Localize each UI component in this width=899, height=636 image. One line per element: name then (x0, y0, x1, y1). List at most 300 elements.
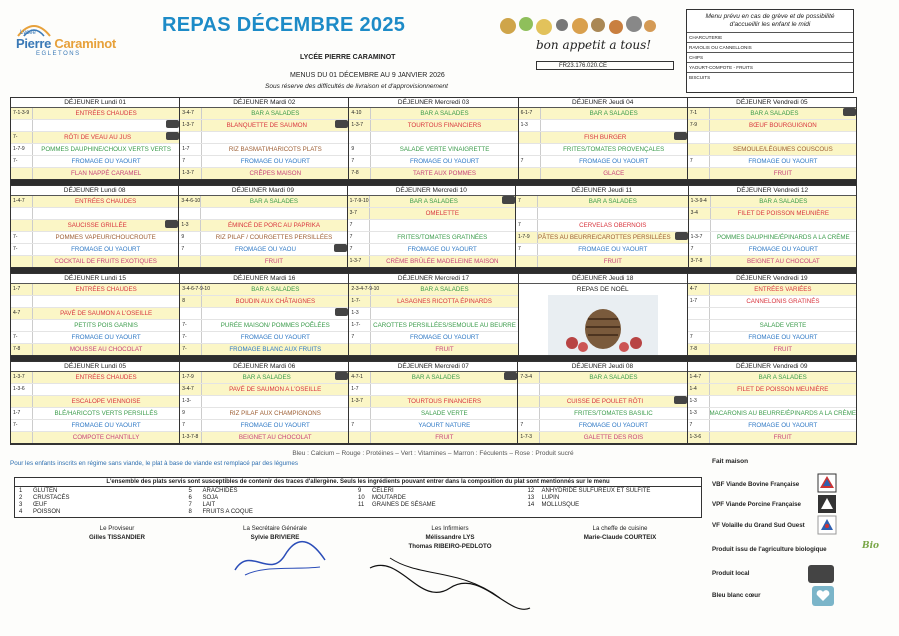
menu-item (688, 284, 856, 296)
volaille-label: VF Volaille du Grand Sud Ouest (712, 522, 805, 529)
strike-menu-heading: Menu prévu en cas de grève et de possibilité d'accueillir les enfant le midi (705, 13, 835, 28)
menu-item (11, 308, 179, 320)
dish-name: FROMAGE OU YAOURT (71, 422, 141, 429)
allergen-column (528, 488, 698, 516)
dish-name: BLANQUETTE DE SAUMON (226, 122, 308, 129)
menu-item (688, 320, 856, 332)
local-product-icon (335, 308, 348, 316)
allergen-code: 7-8 (11, 344, 33, 355)
menu-item (180, 168, 348, 179)
dish-name: FRUIT (435, 346, 454, 353)
allergen-code: 4-7 (688, 284, 710, 295)
menu-item (11, 108, 179, 120)
allergen-column (189, 488, 359, 516)
dish-name: BEIGNET AU CHOCOLAT (238, 434, 312, 441)
menu-item (180, 308, 348, 320)
dish-name: FROMAGE BLANC AUX FRUITS (229, 346, 322, 353)
allergen-code: 7-8 (688, 344, 710, 355)
allergen-code: 3-4-7 (180, 108, 202, 119)
menu-day (11, 98, 180, 179)
allergen-code: 7- (11, 420, 33, 431)
dish-name: FROMAGE OU YAOURT (71, 158, 141, 165)
allergen-code (688, 168, 710, 179)
allergen-code: 1-7-9 (11, 144, 33, 155)
menu-item (11, 220, 178, 232)
menu-item (348, 256, 515, 267)
menu-day (688, 362, 856, 443)
dish-name: RIZ PILAF / COURGETTES PERSILLÉES (215, 234, 333, 241)
dish-name: FROMAGE OU YAOURT (748, 246, 818, 253)
allergen-code (11, 208, 33, 219)
dish-name (371, 132, 517, 143)
dish-name (33, 208, 178, 219)
dish-name: CUISSE DE POULET RÔTI (566, 398, 644, 405)
dish-name: MACARONIS AU BEURRE/ÉPINARDS A LA CRÈME (709, 410, 856, 417)
menu-day (516, 186, 689, 267)
menu-item (349, 132, 517, 144)
dish-name: FROMAGE OU YAOURT (71, 246, 141, 253)
menu-item (688, 432, 856, 443)
dish-name: SAUCISSE GRILLÉE (67, 222, 127, 229)
allergen-item: 1 GLUTEN (19, 488, 58, 494)
allergen-code: 1-3-7 (11, 372, 33, 383)
allergen-box (14, 477, 702, 518)
menu-day (688, 274, 856, 355)
allergen-code: 1-4-7 (11, 196, 33, 207)
dish-name: TARTE AUX POMMES (412, 170, 477, 177)
allergen-code (689, 220, 711, 231)
allergen-code: 7- (180, 344, 202, 355)
menu-item (179, 256, 346, 267)
menu-item (519, 168, 687, 179)
menu-item (518, 384, 686, 396)
day-heading: DÉJEUNER Mardi 16 (180, 274, 348, 284)
bio-label: Produit issu de l'agriculture biologique (712, 546, 827, 553)
signature-proviseur: Le Proviseur Gilles TISSANDIER (88, 525, 146, 541)
allergen-code: 7 (518, 420, 540, 431)
reference-box: FR23.176.020.CE (536, 61, 674, 70)
day-heading: DÉJEUNER Lundi 08 (11, 186, 178, 196)
day-heading: DÉJEUNER Jeudi 08 (518, 362, 686, 372)
menu-item (516, 208, 688, 220)
menu-item (688, 132, 856, 144)
handwritten-signature-1 (225, 525, 335, 585)
dish-name: FROMAGE OU YAOURT (409, 158, 480, 165)
allergen-code (349, 408, 371, 419)
allergen-code: 7 (349, 332, 371, 343)
menu-item (688, 332, 856, 344)
dish-name: POMMES VAPEUR/CHOUCROUTE (55, 234, 156, 241)
menu-day (11, 186, 179, 267)
dish-name: FISH BURGER (584, 134, 627, 141)
allergen-code (688, 132, 710, 143)
allergen-code (11, 320, 33, 331)
allergen-code: 1-3-6 (11, 384, 33, 395)
dish-name: BAR A SALADES (589, 374, 638, 381)
allergen-code (519, 168, 541, 179)
dish-name (711, 220, 856, 231)
dish-name: ESCALOPE VIENNOISE (71, 398, 141, 405)
allergen-code: 7 (516, 196, 538, 207)
allergen-item: 3 ŒUF (19, 502, 47, 508)
dish-name: BAR A SALADES (249, 198, 299, 205)
allergen-item: 13 LUPIN (527, 495, 560, 501)
menu-item (180, 344, 348, 355)
dish-name: FROMAGE OU YAOURT (407, 246, 477, 253)
allergen-code: 4-7 (11, 308, 33, 319)
allergen-item: 8 FRUITS A COQUE (188, 509, 253, 515)
dish-name: FILET DE POISSON MEUNIÈRE (737, 386, 829, 393)
day-heading: DÉJEUNER Mardi 06 (180, 362, 348, 372)
allergen-code: 1-3 (519, 120, 541, 131)
menu-item (11, 420, 179, 432)
menu-item (349, 344, 517, 355)
allergen-item: 12 ANHYDRIDE SULFUREUX ET SULFITE (527, 488, 651, 494)
menu-item (179, 196, 346, 208)
dish-name (710, 132, 856, 143)
allergen-code: 2-3-4-7-9-10 (349, 284, 371, 295)
vbf-icon (818, 474, 836, 492)
allergen-code: 1-3-6 (688, 432, 710, 443)
allergen-item: 2 CRUSTACÉS (19, 495, 70, 501)
allergen-code: 7-3-4 (518, 372, 540, 383)
local-product-icon (843, 108, 856, 116)
dish-name: BAR A SALADES (750, 110, 799, 117)
allergen-code: 1-4 (688, 384, 710, 395)
signature-infirmiers: Les Infirmiers Mélissandre LYS Thomas RIBEIRO-PEDLOTO (408, 525, 492, 550)
dish-name: PURÉE MAISON/ POMMES POÊLÉES (220, 322, 330, 329)
allergen-code: 6-1-7 (519, 108, 541, 119)
menu-item (11, 144, 179, 156)
menu-item (11, 208, 178, 220)
menu-day (519, 98, 688, 179)
allergen-code: 7 (688, 332, 710, 343)
menu-item (348, 196, 515, 208)
allergen-code: 7-8 (349, 168, 371, 179)
dish-name (202, 132, 348, 143)
christmas-meal (519, 284, 687, 355)
allergen-code: 7- (11, 232, 33, 243)
dish-name: COCKTAIL DE FRUITS EXOTIQUES (54, 258, 157, 265)
allergen-code: 7-1 (688, 108, 710, 119)
menu-item (11, 320, 179, 332)
signature-cheffe: La cheffe de cuisine Marie-Claude COURTEIX (583, 525, 657, 541)
allergen-item: 11 GRAINES DE SÉSAME (358, 502, 436, 508)
dish-name: CAROTTES PERSILLÉES/SEMOULE AU BEURRE (373, 322, 516, 329)
page-title: REPAS DÉCEMBRE 2025 (162, 14, 406, 36)
menu-item (688, 168, 856, 179)
menu-item (688, 296, 856, 308)
menu-item (689, 244, 856, 256)
menu-item (180, 296, 348, 308)
allergen-code (516, 256, 538, 267)
menu-item (349, 168, 517, 179)
menu-item (11, 156, 179, 168)
vegetables-illustration-icon (498, 12, 658, 38)
menu-item (349, 372, 517, 384)
allergen-code (179, 208, 201, 219)
dish-name: BAR A SALADES (420, 110, 469, 117)
dish-name: FRUIT (773, 346, 793, 353)
menu-item (516, 220, 688, 232)
allergen-code: 9 (349, 144, 371, 155)
day-heading: DÉJEUNER Jeudi 18 (519, 274, 687, 284)
allergen-code: 7 (688, 156, 710, 167)
menu-item (11, 232, 178, 244)
allergen-item: 10 MOUTARDE (358, 495, 406, 501)
menu-item (689, 196, 856, 208)
dish-name: YAOURT NATURE (418, 422, 471, 429)
day-heading: DÉJEUNER Vendredi 09 (688, 362, 856, 372)
menu-day (180, 362, 349, 443)
day-heading: DÉJEUNER Lundi 15 (11, 274, 179, 284)
day-heading: DÉJEUNER Lundi 01 (11, 98, 179, 108)
dish-name: RIZ BASMATI/HARICOTS PLATS (228, 146, 322, 153)
menu-item (349, 332, 517, 344)
strike-menu-line: RAVIOLIS OU CANNELLONIS (687, 42, 853, 52)
menu-item (348, 244, 515, 256)
dish-name: POMMES DAUPHINE/ÉPINARDS A LA CRÈME (716, 234, 850, 241)
menu-day (179, 186, 347, 267)
menu-item (179, 244, 346, 256)
local-product-icon (502, 196, 515, 204)
menu-day (688, 98, 856, 179)
menu-day (348, 186, 516, 267)
allergen-code: 3-4-7 (180, 384, 202, 395)
dish-name: FROMAGE OU YAOU (234, 246, 296, 253)
dish-name: FROMAGE OU YAOURT (240, 334, 310, 341)
local-product-icon (504, 372, 517, 380)
allergen-code (516, 208, 538, 219)
allergen-code: 3-7 (348, 208, 370, 219)
allergen-code: 7 (349, 156, 371, 167)
menu-item (11, 332, 179, 344)
dish-name: FRITES/TOMATES BASILIC (574, 410, 653, 417)
dish-name: SEMOULE/LÉGUMES COUSCOUS (733, 146, 833, 153)
allergen-item: 6 SOJA (188, 495, 219, 501)
menu-item (688, 120, 856, 132)
dish-name: FRUIT (603, 258, 622, 265)
dish-name: SALADE VERTE (420, 410, 468, 417)
allergen-code: 7- (180, 332, 202, 343)
dish-name: BAR A SALADES (411, 374, 460, 381)
dish-name: ENTRÉES CHAUDES (75, 198, 137, 205)
menu-item (518, 408, 686, 420)
menu-grid (10, 97, 857, 445)
allergen-code (11, 220, 33, 231)
menu-item (11, 196, 178, 208)
menu-item (688, 372, 856, 384)
no-meat-note: Pour les enfants inscrits en régime sans viande, le plat à base de viande est remplacé par des légumes (10, 460, 299, 467)
menu-item (516, 244, 688, 256)
menu-item (688, 108, 856, 120)
dish-name: ENTRÉES VARIÉES (754, 286, 812, 293)
menu-item (180, 120, 348, 132)
allergen-code: 3-4-6-7-9-10 (180, 284, 202, 295)
allergen-code (688, 144, 710, 155)
menu-item (180, 408, 348, 420)
allergen-code: 1-3 (688, 408, 710, 419)
dish-name: FROMAGE OU YAOURT (71, 334, 141, 341)
allergen-column (19, 488, 189, 516)
dish-name: CANNELONIS GRATINÉS (746, 298, 820, 305)
local-product-icon (166, 120, 179, 128)
allergen-code: 4-10 (349, 108, 371, 119)
dish-name: BAR A SALADES (242, 374, 291, 381)
allergen-code: 1-3-7 (349, 120, 371, 131)
dish-name (33, 384, 179, 395)
allergen-code: 7 (179, 244, 201, 255)
dish-name (371, 308, 517, 319)
allergen-code: 7-1-3-9 (11, 108, 33, 119)
dish-name: FROMAGE OU YAOURT (409, 334, 480, 341)
allergen-code: 7- (180, 320, 202, 331)
menu-item (11, 432, 179, 443)
menu-period: MENUS DU 01 DÉCEMBRE AU 9 JANVIER 2026 (290, 72, 445, 79)
menu-item (688, 408, 856, 420)
menu-item (519, 108, 687, 120)
dish-name (710, 396, 856, 407)
dish-name: FROMAGE OU YAOURT (240, 158, 310, 165)
dish-name: FRITES/TOMATES PROVENÇALES (563, 146, 665, 153)
local-product-icon (808, 565, 834, 583)
allergen-code: 1-3 (688, 396, 710, 407)
dish-name: FILET DE POISSON MEUNIÈRE (737, 210, 829, 217)
menu-item (179, 220, 346, 232)
allergen-code: 7 (180, 420, 202, 431)
vpf-icon (818, 495, 836, 513)
day-heading: DÉJEUNER Mercredi 03 (349, 98, 517, 108)
menu-item (349, 108, 517, 120)
allergen-code: 3-4-6-10 (179, 196, 201, 207)
menu-item (349, 120, 517, 132)
allergen-code: 7 (519, 156, 541, 167)
menu-item (180, 332, 348, 344)
allergen-code: 7 (349, 420, 371, 431)
strike-menu-line: BISCUITS (687, 72, 853, 82)
dish-name: SALADE VERTE (759, 322, 807, 329)
dish-name: MOUSSE AU CHOCOLAT (69, 346, 143, 353)
menu-item (11, 132, 179, 144)
menu-item (11, 408, 179, 420)
menu-day (11, 274, 180, 355)
dish-name: LASAGNES RICOTTA ÉPINARDS (397, 298, 492, 305)
allergen-code: 1-7-9-10 (348, 196, 370, 207)
color-legend: Bleu : Calcium – Rouge : Protéines – Vert : Vitamines – Marron : Féculents – Rose : Produit sucré (292, 450, 574, 457)
allergen-code: 1-7- (349, 320, 371, 331)
menu-item (349, 420, 517, 432)
allergen-code: 1-7-9 (516, 232, 538, 243)
menu-day (689, 186, 856, 267)
allergen-code: 7 (348, 220, 370, 231)
menu-item (11, 284, 179, 296)
menu-item (689, 256, 856, 267)
allergen-code: 7- (11, 244, 33, 255)
dish-name: BAR A SALADES (409, 198, 458, 205)
menu-item (519, 120, 687, 132)
menu-day (180, 98, 349, 179)
bleu-blanc-coeur-label: Bleu blanc cœur (712, 592, 761, 599)
allergen-code (11, 396, 33, 407)
dish-name: FROMAGE OU YAOURT (578, 422, 648, 429)
dish-name (538, 208, 688, 219)
menu-item (180, 396, 348, 408)
school-name: LYCÉE PIERRE CARAMINOT (300, 54, 396, 61)
menu-item (688, 344, 856, 355)
menu-item (518, 420, 686, 432)
day-heading: DÉJEUNER Mercredi 17 (349, 274, 517, 284)
dish-name: TOURTOUS FINANCIERS (407, 398, 482, 405)
allergen-code (518, 384, 540, 395)
vbf-label: VBF Viande Bovine Française (712, 481, 800, 488)
dish-name: FRITES/TOMATES GRATINÉES (397, 234, 488, 241)
allergen-code: 1-7 (349, 384, 371, 395)
allergen-item: 5 ARACHIDES (188, 488, 238, 494)
allergen-list (15, 487, 701, 517)
dish-name (202, 308, 331, 319)
allergen-code: 1-3-7-8 (180, 432, 202, 443)
allergen-code: 1-7 (11, 408, 33, 419)
menu-item (349, 396, 517, 408)
allergen-code: 7-9 (688, 120, 710, 131)
dish-name (710, 308, 856, 319)
menu-item (11, 256, 178, 267)
allergen-code: 1-3-7 (180, 120, 202, 131)
menu-item (180, 108, 348, 120)
dish-name: BEIGNET AU CHOCOLAT (746, 258, 820, 265)
allergen-code: 1-7-9 (180, 372, 202, 383)
allergen-code (518, 408, 540, 419)
menu-item (348, 220, 515, 232)
allergen-column (358, 488, 528, 516)
menu-item (689, 220, 856, 232)
day-heading: DÉJEUNER Mercredi 07 (349, 362, 517, 372)
allergen-code (11, 120, 33, 131)
dish-name: FROMAGE OU YAOURT (748, 158, 818, 165)
menu-item (349, 320, 517, 332)
local-product-icon (335, 120, 348, 128)
menu-item (688, 308, 856, 320)
allergen-code: 7 (516, 220, 538, 231)
allergen-code: 7 (348, 244, 370, 255)
allergen-code: 3-7-8 (689, 256, 711, 267)
menu-item (688, 156, 856, 168)
fait-maison-label: Fait maison (712, 458, 749, 465)
menu-item (179, 208, 346, 220)
dish-name: BAR A SALADES (759, 198, 808, 205)
allergen-item: 9 CÉLERI (358, 488, 394, 494)
allergen-code (11, 168, 33, 179)
dish-name: FROMAGE OU YAOURT (748, 422, 818, 429)
dish-name: BOUDIN AUX CHÂTAIGNES (235, 298, 316, 305)
allergen-code (688, 308, 710, 319)
day-heading: DÉJEUNER Mercredi 10 (348, 186, 515, 196)
menu-item (180, 284, 348, 296)
menu-item (11, 120, 179, 132)
dish-name: FRUIT (773, 170, 793, 177)
dish-name: FLAN NAPPÉ CARAMEL (71, 170, 142, 177)
menu-day (349, 274, 518, 355)
dish-name: FROMAGE OU YAOURT (240, 422, 310, 429)
menu-item (688, 144, 856, 156)
menu-item (349, 156, 517, 168)
dish-name: ENTRÉES CHAUDES (75, 374, 137, 381)
allergen-code: 1-7-3 (518, 432, 540, 443)
allergen-code (518, 396, 540, 407)
local-product-icon (166, 132, 179, 140)
menu-item (518, 396, 686, 408)
day-heading: DÉJEUNER Mardi 02 (180, 98, 348, 108)
